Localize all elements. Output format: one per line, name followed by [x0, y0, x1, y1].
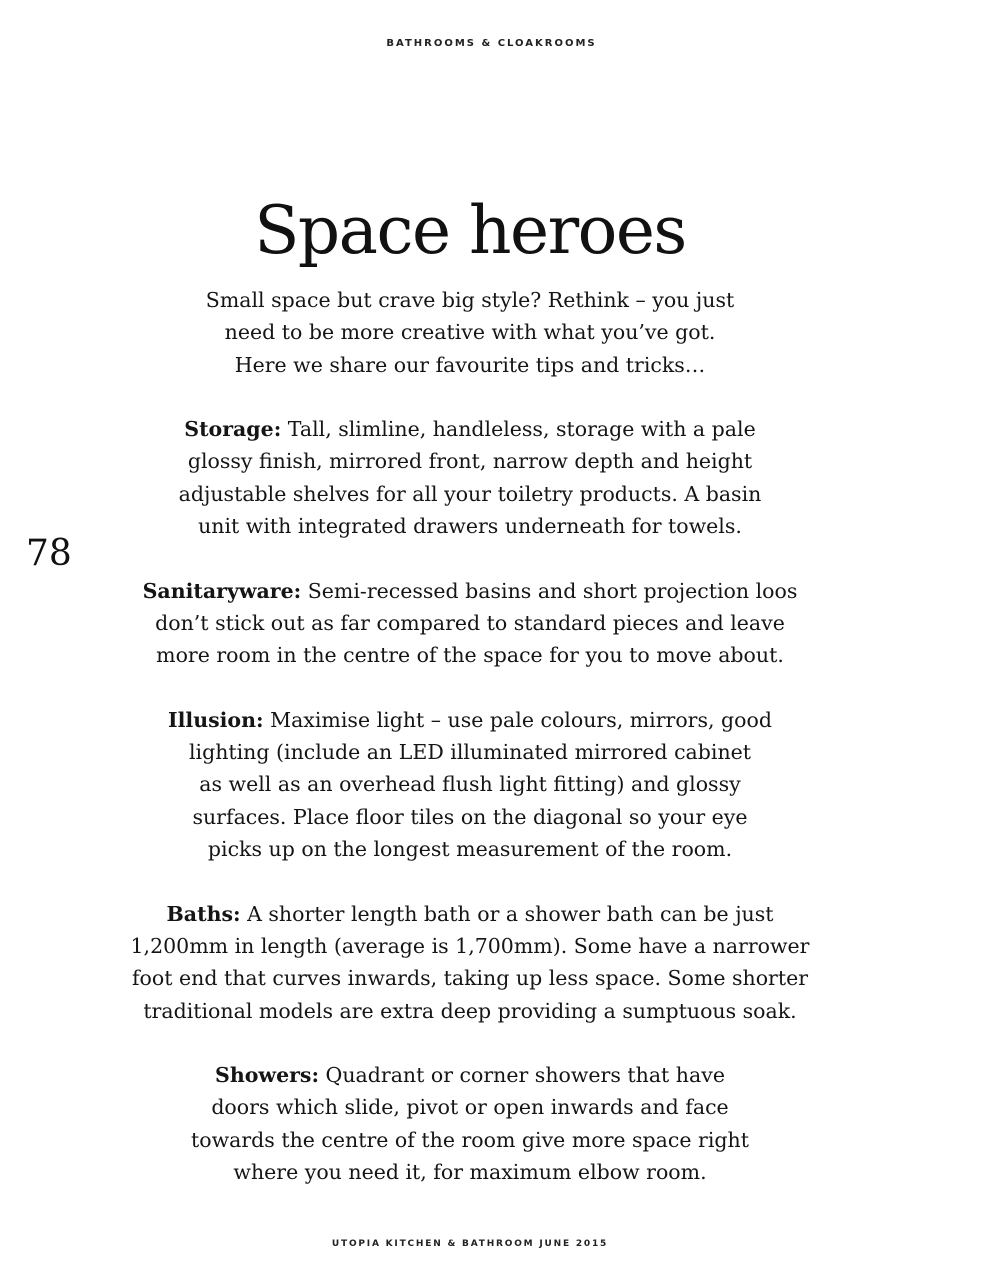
illusion-line [60, 704, 880, 736]
showers-line: towards the centre of the room give more space right [191, 1127, 749, 1152]
intro-line: need to be more creative with what you’ve got. [224, 320, 716, 345]
baths-line: 1,200mm in length (average is 1,700mm). Some have a narrower [130, 933, 810, 958]
sanitaryware-text: Semi-recessed basins and short projection loos [301, 578, 798, 603]
showers-line [60, 1059, 880, 1091]
illusion-line: as well as an overhead flush light fitting) and glossy [199, 772, 741, 797]
showers-line: where you need it, for maximum elbow room. [233, 1160, 707, 1185]
sanitaryware-line: more room in the centre of the space for you to move about. [156, 643, 784, 668]
baths-line [60, 898, 880, 930]
storage-line: glossy finish, mirrored front, narrow depth and height [187, 449, 753, 474]
section-label: BATHROOMS & CLOAKROOMS [386, 38, 597, 49]
intro-paragraph [60, 284, 880, 381]
sanitaryware-line: don’t stick out as far compared to standard pieces and leave [155, 610, 785, 635]
article-title: Space heroes [254, 192, 686, 269]
page-number: 78 [26, 533, 72, 574]
illusion-line: picks up on the longest measurement of the room. [207, 837, 733, 862]
showers-label: Showers: [215, 1063, 320, 1088]
sanitaryware-label: Sanitaryware: [142, 578, 302, 603]
storage-label: Storage: [184, 417, 282, 442]
illusion-label: Illusion: [168, 707, 264, 732]
illusion-line: surfaces. Place floor tiles on the diagonal so your eye [192, 804, 748, 829]
showers-line: doors which slide, pivot or open inwards and face [211, 1095, 729, 1120]
baths-line: foot end that curves inwards, taking up less space. Some shorter [131, 966, 809, 991]
baths-text: A shorter length bath or a shower bath can be just [240, 901, 774, 926]
intro-line: Here we share our favourite tips and tricks… [234, 352, 706, 377]
showers-text: Quadrant or corner showers that have [319, 1063, 725, 1088]
baths-line: traditional models are extra deep providing a sumptuous soak. [143, 998, 797, 1023]
storage-paragraph [60, 413, 880, 542]
storage-line: adjustable shelves for all your toiletry products. A basin [178, 481, 762, 506]
storage-text: Tall, slimline, handleless, storage with a pale [281, 417, 756, 442]
illusion-line: lighting (include an LED illuminated mirrored cabinet [188, 740, 752, 765]
sanitaryware-line [60, 575, 880, 607]
baths-label: Baths: [166, 901, 241, 926]
storage-line: unit with integrated drawers underneath for towels. [198, 514, 742, 539]
baths-paragraph [60, 898, 880, 1027]
magazine-footer: UTOPIA KITCHEN & BATHROOM JUNE 2015 [331, 1239, 609, 1249]
sanitaryware-paragraph [60, 575, 880, 672]
illusion-text: Maximise light – use pale colours, mirrors, good [263, 707, 772, 732]
showers-paragraph [60, 1059, 880, 1188]
intro-line: Small space but crave big style? Rethink – you just [205, 288, 735, 312]
illusion-paragraph [60, 704, 880, 865]
article-body [60, 284, 880, 1221]
storage-line [60, 413, 880, 445]
